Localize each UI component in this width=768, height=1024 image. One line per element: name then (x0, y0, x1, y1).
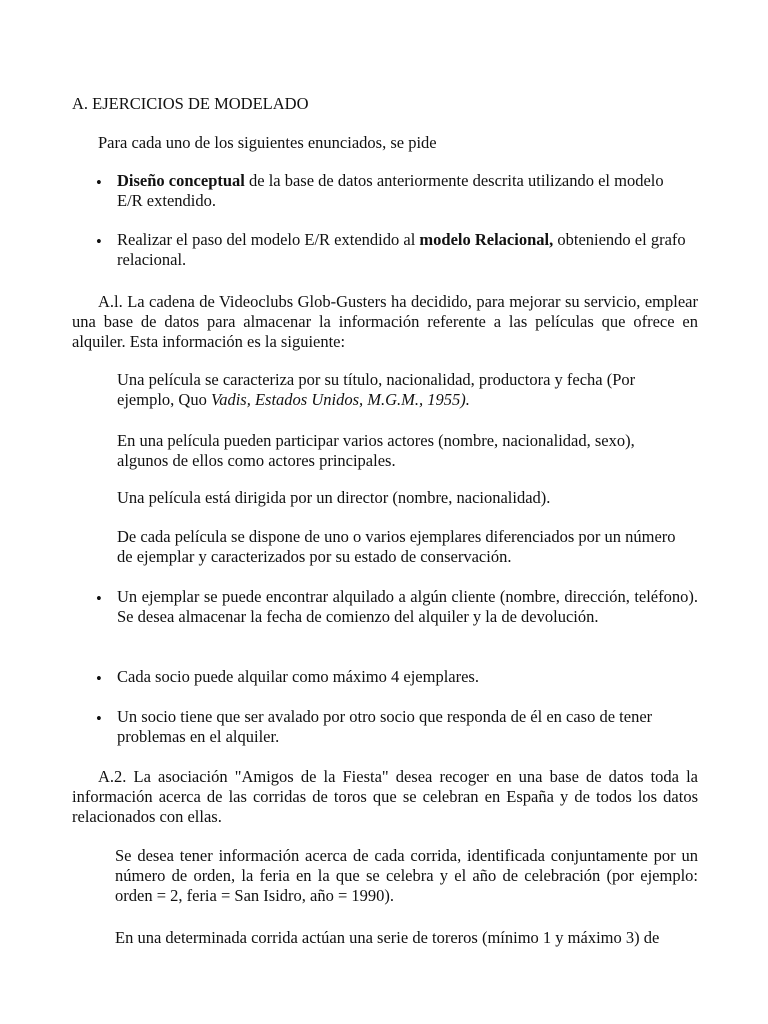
a1-item-actores: En una película pueden participar varios actores (nombre, nacionalidad, sexo), algunos de ellos como actores principales. (117, 431, 635, 470)
bullet-marker: • (96, 173, 102, 192)
bullet-marker: • (96, 589, 102, 608)
a2-item-corrida: Se desea tener información acerca de cada corrida, identificada conjuntamente por un número de orden, la feria en la que se celebra y el año de celebración (por ejemplo: orden = 2, feria = San Isidro, año = 1990). (115, 846, 698, 905)
bold-term: Diseño conceptual (117, 171, 245, 190)
exercise-a1-paragraph: A.l. La cadena de Videoclubs Glob-Gusters ha decidido, para mejorar su servicio, emplear una base de datos para almacenar la información referente a las películas que ofrece en alquiler. Esta información es la siguiente: (72, 292, 698, 351)
bullet-marker: • (96, 669, 102, 688)
intro-paragraph: Para cada uno de los siguientes enunciados, se pide (98, 133, 437, 152)
bullet-item-relacional: Realizar el paso del modelo E/R extendido al modelo Relacional, obteniendo el grafo relacional. (117, 230, 686, 269)
a1-bullet-alquiler: Un ejemplar se puede encontrar alquilado a algún cliente (nombre, dirección, teléfono). Se desea almacenar la fecha de comienzo del alquiler y la de devolución. (117, 587, 698, 626)
a1-item-ejemplares: De cada película se dispone de uno o varios ejemplares diferenciados por un número de ejemplar y caracterizados por su estado de conservación. (117, 527, 676, 566)
bold-term: modelo Relacional, (419, 230, 554, 249)
bullet-marker: • (96, 709, 102, 728)
section-heading: A. EJERCICIOS DE MODELADO (72, 94, 309, 113)
a1-bullet-avalado: Un socio tiene que ser avalado por otro socio que responda de él en caso de tener problemas en el alquiler. (117, 707, 653, 746)
bullet-marker: • (96, 232, 102, 251)
a1-item-pelicula: Una película se caracteriza por su título, nacionalidad, productora y fecha (Por ejemplo, Quo Vadis, Estados Unidos, M.G.M., 1955). (117, 370, 636, 409)
exercise-a2-paragraph: A.2. La asociación "Amigos de la Fiesta" desea recoger en una base de datos toda la información acerca de las corridas de toros que se celebran en España y de todos los datos relacionados con ellas. (72, 767, 698, 826)
bullet-item-diseno: Diseño conceptual de la base de datos anteriormente descrita utilizando el modelo E/R extendido. (117, 171, 664, 210)
a2-item-toreros: En una determinada corrida actúan una serie de toreros (mínimo 1 y máximo 3) de (115, 928, 660, 947)
a1-item-director: Una película está dirigida por un director (nombre, nacionalidad). (117, 488, 551, 507)
a1-bullet-maximo: Cada socio puede alquilar como máximo 4 ejemplares. (117, 667, 479, 686)
